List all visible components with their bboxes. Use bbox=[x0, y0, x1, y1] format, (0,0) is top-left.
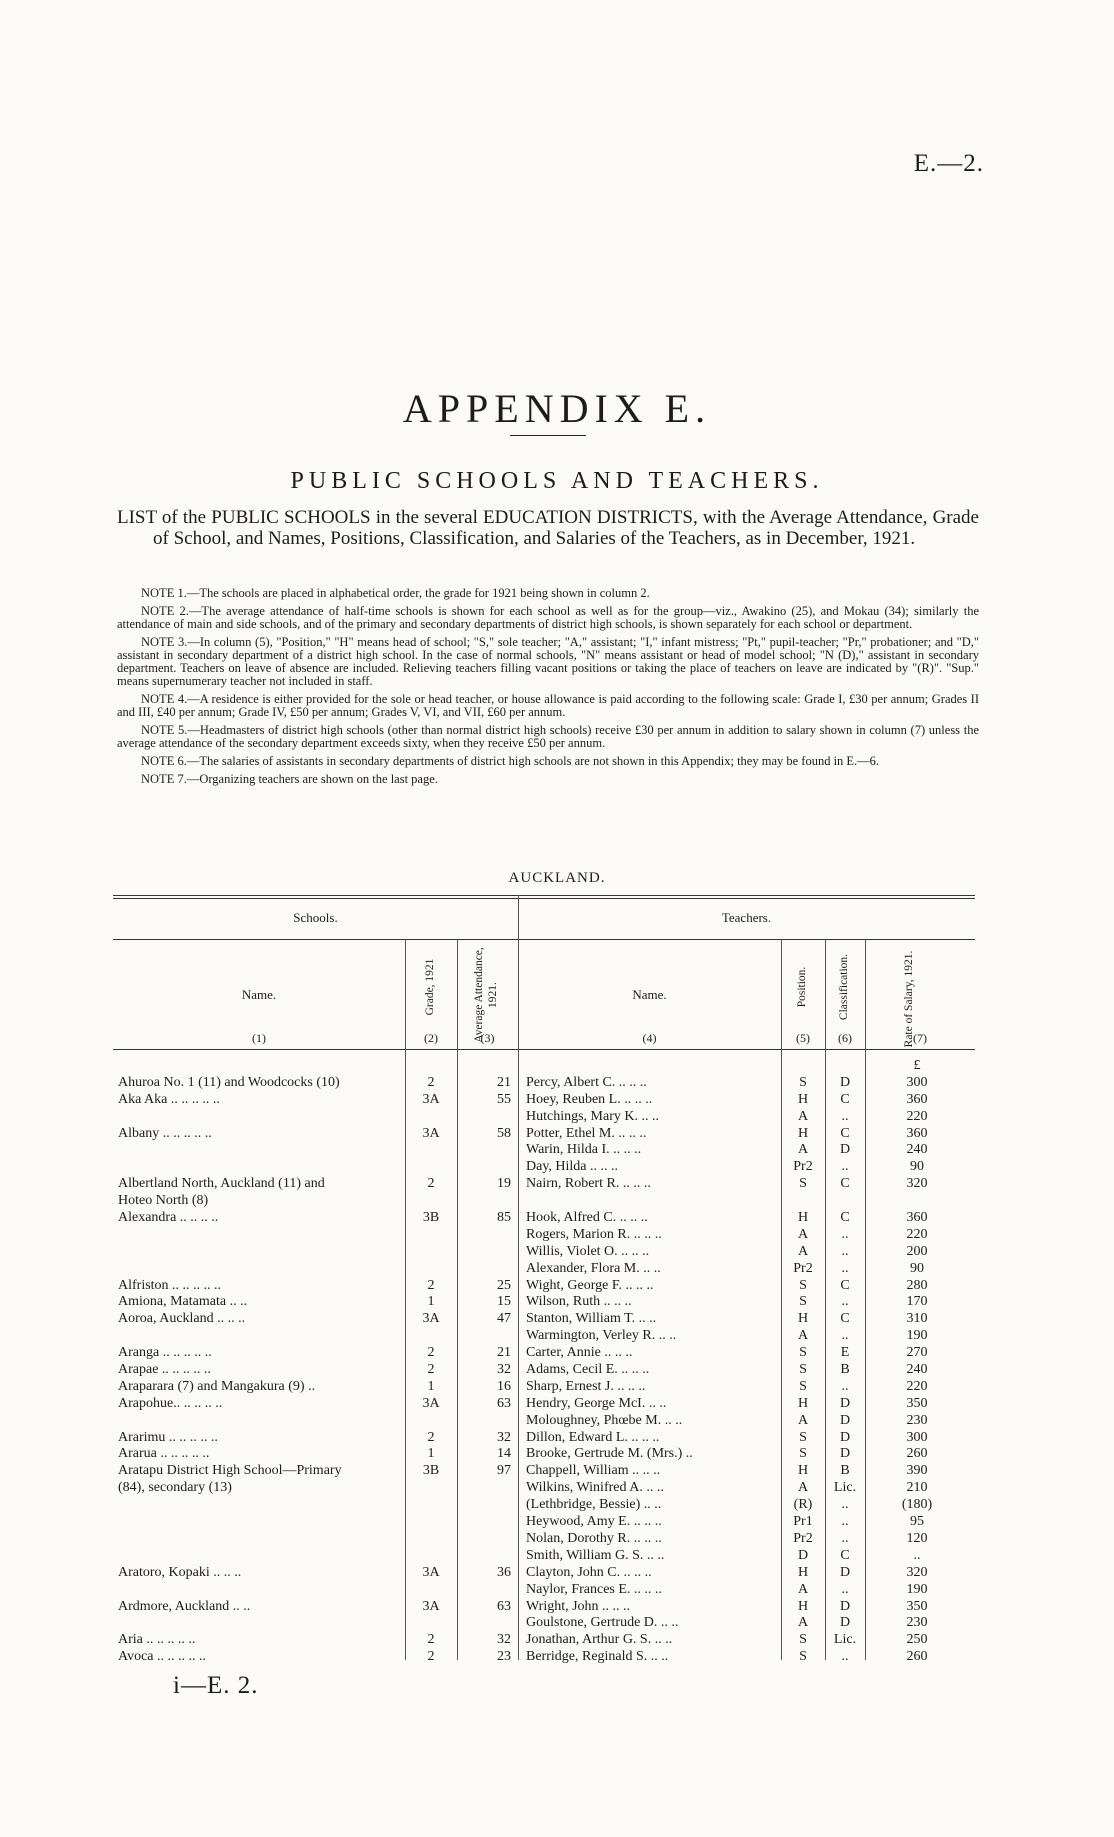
position-cell: A bbox=[797, 1226, 809, 1242]
teacher-name-cell: Willis, Violet O. .. .. .. bbox=[526, 1243, 650, 1259]
salary-cell: 95 bbox=[910, 1514, 924, 1530]
table-row bbox=[113, 1430, 975, 1447]
classification-cell: .. bbox=[841, 1108, 849, 1124]
teacher-name-cell: Wilson, Ruth .. .. .. bbox=[526, 1294, 632, 1310]
attendance-cell: 19 bbox=[497, 1176, 511, 1192]
classification-cell: .. bbox=[841, 1243, 849, 1259]
position-cell: A bbox=[797, 1480, 809, 1496]
grade-cell: 3A bbox=[422, 1564, 440, 1580]
table-row bbox=[113, 1565, 975, 1582]
table-row bbox=[113, 1210, 975, 1227]
teacher-name-cell: Hutchings, Mary K. .. .. bbox=[526, 1108, 659, 1124]
position-cell: S bbox=[799, 1429, 807, 1445]
grade-cell: 2 bbox=[427, 1632, 435, 1648]
position-cell: S bbox=[799, 1378, 807, 1394]
table-row bbox=[113, 1244, 975, 1261]
salary-cell: (180) bbox=[901, 1497, 933, 1513]
position-cell: H bbox=[797, 1463, 809, 1479]
classification-cell: D bbox=[839, 1564, 851, 1580]
table-row bbox=[113, 1294, 975, 1311]
position-cell: Pr2 bbox=[793, 1260, 813, 1276]
attendance-cell: 21 bbox=[497, 1074, 511, 1090]
schools-table bbox=[113, 895, 975, 1665]
page-ref: E.—2. bbox=[913, 150, 984, 177]
classification-cell: B bbox=[840, 1463, 850, 1479]
classification-cell: C bbox=[840, 1091, 850, 1107]
classification-cell: Lic. bbox=[833, 1480, 857, 1496]
teacher-name-cell: Dillon, Edward L. .. .. .. bbox=[526, 1429, 660, 1445]
classification-cell: D bbox=[839, 1429, 851, 1445]
attendance-cell: 32 bbox=[497, 1362, 511, 1378]
col-number-6: (6) bbox=[838, 1031, 852, 1045]
table-row bbox=[113, 1126, 975, 1143]
position-cell: S bbox=[799, 1294, 807, 1310]
header-salary: Rate of Salary, 1921. bbox=[903, 950, 915, 1048]
salary-cell: 350 bbox=[906, 1598, 928, 1614]
position-cell: S bbox=[799, 1074, 807, 1090]
salary-cell: 200 bbox=[906, 1243, 928, 1259]
classification-cell: C bbox=[840, 1210, 850, 1226]
teacher-name-cell: Carter, Annie .. .. .. bbox=[526, 1345, 633, 1361]
classification-cell: C bbox=[840, 1125, 850, 1141]
salary-cell: 220 bbox=[906, 1226, 928, 1242]
salary-cell: 220 bbox=[906, 1378, 928, 1394]
attendance-cell: 85 bbox=[497, 1210, 511, 1226]
salary-cell: 320 bbox=[906, 1176, 928, 1192]
school-name-cell: Ahuroa No. 1 (11) and Woodcocks (10) bbox=[118, 1074, 340, 1090]
grade-cell: 2 bbox=[427, 1362, 435, 1378]
school-name-cell: Ardmore, Auckland .. .. bbox=[118, 1598, 251, 1614]
classification-cell: .. bbox=[841, 1649, 849, 1665]
school-name-cell: Aoroa, Auckland .. .. .. bbox=[118, 1311, 246, 1327]
table-row bbox=[113, 1599, 975, 1616]
salary-cell: 310 bbox=[906, 1311, 928, 1327]
school-name-cell: Amiona, Matamata .. .. bbox=[118, 1294, 248, 1310]
teacher-name-cell: Stanton, William T. .. .. bbox=[526, 1311, 657, 1327]
position-cell: H bbox=[797, 1311, 809, 1327]
group-header-schools: Schools. bbox=[293, 910, 338, 925]
col-number-4: (4) bbox=[642, 1031, 657, 1045]
table-row bbox=[113, 1396, 975, 1413]
classification-cell: .. bbox=[841, 1514, 849, 1530]
grade-cell: 3A bbox=[422, 1311, 440, 1327]
table-row bbox=[113, 1463, 975, 1480]
teacher-name-cell: Brooke, Gertrude M. (Mrs.) .. bbox=[526, 1446, 693, 1462]
school-name-cell: Araparara (7) and Mangakura (9) .. bbox=[118, 1378, 316, 1394]
teacher-name-cell: (Lethbridge, Bessie) .. .. bbox=[526, 1497, 662, 1513]
salary-cell: 250 bbox=[906, 1632, 928, 1648]
school-name-cell: Arapohue.. .. .. .. .. bbox=[118, 1395, 223, 1411]
column-header-rule bbox=[113, 1049, 975, 1050]
table-row bbox=[113, 1531, 975, 1548]
salary-cell: 190 bbox=[906, 1328, 928, 1344]
classification-cell: Lic. bbox=[833, 1632, 857, 1648]
classification-cell: D bbox=[839, 1615, 851, 1631]
position-cell: S bbox=[799, 1176, 807, 1192]
table-row bbox=[113, 1142, 975, 1159]
table-row bbox=[113, 1109, 975, 1126]
position-cell: A bbox=[797, 1615, 809, 1631]
salary-cell: 220 bbox=[906, 1108, 928, 1124]
position-cell: H bbox=[797, 1395, 809, 1411]
teacher-name-cell: Sharp, Ernest J. .. .. .. bbox=[526, 1378, 646, 1394]
note-7: NOTE 7.—Organizing teachers are shown on the last page. bbox=[141, 772, 438, 786]
teacher-name-cell: Heywood, Amy E. .. .. .. bbox=[526, 1514, 662, 1530]
position-cell: A bbox=[797, 1142, 809, 1158]
position-cell: H bbox=[797, 1125, 809, 1141]
section-title: PUBLIC SCHOOLS AND TEACHERS. bbox=[290, 468, 824, 494]
classification-cell: .. bbox=[841, 1328, 849, 1344]
classification-cell: C bbox=[840, 1547, 850, 1563]
school-name-cell: Arapae .. .. .. .. .. bbox=[118, 1362, 211, 1378]
region-heading: AUCKLAND. bbox=[508, 870, 606, 886]
note-6: NOTE 6.—The salaries of assistants in secondary departments of district high schools are not shown in this Appendix; they may be found in E.—6. bbox=[141, 754, 880, 768]
table-row bbox=[113, 1328, 975, 1345]
intro-paragraph bbox=[117, 507, 979, 549]
teacher-name-cell: Jonathan, Arthur G. S. .. .. bbox=[526, 1632, 673, 1648]
header-attendance: Average Attendance, 1921. bbox=[473, 947, 499, 1043]
note-1: NOTE 1.—The schools are placed in alphabetical order, the grade for 1921 being shown in column 2. bbox=[141, 586, 650, 600]
salary-cell: 390 bbox=[906, 1463, 928, 1479]
grade-cell: 3A bbox=[422, 1091, 440, 1107]
attendance-cell: 58 bbox=[497, 1125, 511, 1141]
classification-cell: .. bbox=[841, 1226, 849, 1242]
table-row bbox=[113, 1632, 975, 1649]
teacher-name-cell: Potter, Ethel M. .. .. .. bbox=[526, 1125, 647, 1141]
salary-cell: £ bbox=[913, 1058, 921, 1073]
teacher-name-cell: Warin, Hilda I. .. .. .. bbox=[526, 1142, 642, 1158]
grade-cell: 3A bbox=[422, 1125, 440, 1141]
title-rule bbox=[510, 435, 586, 436]
teacher-name-cell: Warmington, Verley R. .. .. bbox=[526, 1328, 677, 1344]
note-4: NOTE 4.—A residence is either provided for the sole or head teacher, or house allowance is paid according to the following scale: Grade I, £30 per annum; Grades II and III, £40 per annum; Grade IV, £50 per annum; Grades V, VI, and VII, £60 per annum. bbox=[117, 692, 979, 719]
classification-cell: .. bbox=[841, 1497, 849, 1513]
teacher-name-cell: Hoey, Reuben L. .. .. .. bbox=[526, 1091, 653, 1107]
salary-cell: 320 bbox=[906, 1564, 928, 1580]
classification-cell: D bbox=[839, 1598, 851, 1614]
header-position: Position. bbox=[796, 966, 808, 1008]
school-name-cell: Ararimu .. .. .. .. .. bbox=[118, 1429, 218, 1445]
grade-cell: 3A bbox=[422, 1598, 440, 1614]
classification-cell: D bbox=[839, 1142, 851, 1158]
teacher-name-cell: Adams, Cecil E. .. .. .. bbox=[526, 1362, 650, 1378]
col-number-5: (5) bbox=[796, 1031, 810, 1045]
classification-cell: .. bbox=[841, 1378, 849, 1394]
teacher-name-cell: Wilkins, Winifred A. .. .. bbox=[526, 1480, 664, 1496]
group-header-teachers: Teachers. bbox=[721, 910, 772, 925]
attendance-cell: 14 bbox=[497, 1446, 511, 1462]
position-cell: H bbox=[797, 1564, 809, 1580]
footer-ref: i—E. 2. bbox=[173, 1672, 259, 1699]
teacher-name-cell: Nairn, Robert R. .. .. .. bbox=[526, 1176, 651, 1192]
col-number-3: (3) bbox=[480, 1031, 495, 1045]
table-row bbox=[113, 1092, 975, 1109]
grade-cell: 2 bbox=[427, 1345, 435, 1361]
table-top-rule-2 bbox=[113, 898, 975, 899]
teacher-name-cell: Chappell, William .. .. .. bbox=[526, 1463, 661, 1479]
salary-cell: 260 bbox=[906, 1446, 928, 1462]
school-name-cell: Aria .. .. .. .. .. bbox=[118, 1632, 196, 1648]
classification-cell: C bbox=[840, 1311, 850, 1327]
table-row bbox=[113, 1480, 975, 1497]
grade-cell: 1 bbox=[427, 1294, 435, 1310]
position-cell: A bbox=[797, 1412, 809, 1428]
classification-cell: D bbox=[839, 1074, 851, 1090]
header-school-name: Name. bbox=[241, 987, 277, 1002]
attendance-cell: 21 bbox=[497, 1345, 511, 1361]
attendance-cell: 16 bbox=[497, 1378, 511, 1394]
notes bbox=[117, 587, 979, 791]
table-row bbox=[113, 1058, 975, 1075]
school-name-cell: Albany .. .. .. .. .. bbox=[118, 1125, 212, 1141]
school-name-cell: Aranga .. .. .. .. .. bbox=[118, 1345, 212, 1361]
classification-cell: .. bbox=[841, 1159, 849, 1175]
grade-cell: 2 bbox=[427, 1176, 435, 1192]
table-row bbox=[113, 1227, 975, 1244]
table-row bbox=[113, 1548, 975, 1565]
teacher-name-cell: Hook, Alfred C. .. .. .. bbox=[526, 1210, 648, 1226]
classification-cell: .. bbox=[841, 1581, 849, 1597]
table-row bbox=[113, 1379, 975, 1396]
school-name-cell: Alfriston .. .. .. .. .. bbox=[118, 1277, 222, 1293]
grade-cell: 3B bbox=[422, 1463, 440, 1479]
attendance-cell: 15 bbox=[497, 1294, 511, 1310]
table-row bbox=[113, 1362, 975, 1379]
table-row bbox=[113, 1345, 975, 1362]
attendance-cell: 63 bbox=[497, 1395, 511, 1411]
school-name-cell: Albertland North, Auckland (11) and bbox=[118, 1176, 325, 1192]
note-2: NOTE 2.—The average attendance of half-time schools is shown for each school as well as for the group—viz., Awakino (25), and Mokau (34); similarly the attendance of main and side schools, and of the primary and secondary departments of district high schools, is shown separately for each school or department. bbox=[117, 604, 979, 631]
note-3: NOTE 3.—In column (5), "Position," "H" means head of school; "S," sole teacher; "A," assistant; "I," infant mistress; "Pt," pupil-teacher; "Pr," probationer; and "D," assistant in secondary department of a district high school. In the case of normal schools, "N" means assistant or head of model school; "N (D)," assistant in secondary department. Teachers on leave of absence are included. Relieving teachers filling vacant positions or taking the place of teachers on leave are indicated by "(R)". "Sup." means supernumerary teacher not included in staff. bbox=[117, 635, 979, 688]
table-row bbox=[113, 1514, 975, 1531]
position-cell: S bbox=[799, 1277, 807, 1293]
teacher-name-cell: Day, Hilda .. .. .. bbox=[526, 1159, 619, 1175]
attendance-cell: 32 bbox=[497, 1632, 511, 1648]
table-row bbox=[113, 1446, 975, 1463]
classification-cell: C bbox=[840, 1176, 850, 1192]
salary-cell: 300 bbox=[906, 1429, 928, 1445]
header-classification: Classification. bbox=[838, 953, 850, 1021]
salary-cell: 230 bbox=[906, 1615, 928, 1631]
classification-cell: D bbox=[839, 1446, 851, 1462]
position-cell: S bbox=[799, 1446, 807, 1462]
table-row bbox=[113, 1159, 975, 1176]
table-row bbox=[113, 1278, 975, 1295]
teacher-name-cell: Naylor, Frances E. .. .. .. bbox=[526, 1581, 662, 1597]
salary-cell: 300 bbox=[906, 1074, 928, 1090]
grade-cell: 3A bbox=[422, 1395, 440, 1411]
teacher-name-cell: Smith, William G. S. .. .. bbox=[526, 1547, 665, 1563]
grade-cell: 2 bbox=[427, 1649, 435, 1665]
salary-cell: 170 bbox=[906, 1294, 928, 1310]
table-row bbox=[113, 1582, 975, 1599]
grade-cell: 1 bbox=[427, 1378, 435, 1394]
grade-cell: 2 bbox=[427, 1074, 435, 1090]
attendance-cell: 55 bbox=[497, 1091, 511, 1107]
salary-cell: 280 bbox=[906, 1277, 928, 1293]
salary-cell: 120 bbox=[906, 1530, 928, 1546]
table-row bbox=[113, 1497, 975, 1514]
school-name-cell: Araruа .. .. .. .. .. bbox=[118, 1446, 210, 1462]
salary-cell: 210 bbox=[906, 1480, 928, 1496]
salary-cell: .. bbox=[913, 1547, 921, 1563]
school-name-cell: Aratapu District High School—Primary bbox=[118, 1463, 342, 1479]
table-body bbox=[113, 1058, 975, 1666]
attendance-cell: 47 bbox=[497, 1311, 511, 1327]
school-name-cell: Aka Aka .. .. .. .. .. bbox=[118, 1091, 220, 1107]
teacher-name-cell: Berridge, Reginald S. .. .. bbox=[526, 1649, 669, 1665]
position-cell: H bbox=[797, 1091, 809, 1107]
teacher-name-cell: Moloughney, Phœbe M. .. .. bbox=[526, 1412, 683, 1428]
col-number-1: (1) bbox=[252, 1031, 266, 1045]
table-row bbox=[113, 1176, 975, 1193]
attendance-cell: 25 bbox=[497, 1277, 511, 1293]
header-grade: Grade, 1921 bbox=[424, 958, 436, 1016]
position-cell: S bbox=[799, 1362, 807, 1378]
teacher-name-cell: Rogers, Marion R. .. .. .. bbox=[526, 1226, 662, 1242]
position-cell: S bbox=[799, 1649, 807, 1665]
classification-cell: C bbox=[840, 1277, 850, 1293]
school-name-cell: (84), secondary (13) bbox=[118, 1480, 232, 1496]
salary-cell: 360 bbox=[906, 1125, 928, 1141]
position-cell: Pr2 bbox=[793, 1530, 813, 1546]
salary-cell: 360 bbox=[906, 1210, 928, 1226]
salary-cell: 260 bbox=[906, 1649, 928, 1665]
note-5: NOTE 5.—Headmasters of district high schools (other than normal district high schools) receive £30 per annum in addition to salary shown in column (7) unless the average attendance of the secondary department exceeds sixty, when they receive £50 per annum. bbox=[117, 723, 979, 750]
classification-cell: B bbox=[840, 1362, 850, 1378]
salary-cell: 240 bbox=[906, 1142, 928, 1158]
salary-cell: 90 bbox=[910, 1159, 924, 1175]
classification-cell: D bbox=[839, 1395, 851, 1411]
position-cell: S bbox=[799, 1632, 807, 1648]
table-row bbox=[113, 1615, 975, 1632]
salary-cell: 350 bbox=[906, 1395, 928, 1411]
attendance-cell: 23 bbox=[497, 1649, 511, 1665]
appendix-title: APPENDIX E. bbox=[402, 385, 712, 431]
grade-cell: 1 bbox=[427, 1446, 435, 1462]
intro-text: LIST of the PUBLIC SCHOOLS in the several EDUCATION DISTRICTS, with the Average Attendance, Grade of School, and Names, Positions, Classification, and Salaries of the Teachers, as in December, 1921. bbox=[117, 507, 979, 549]
grade-cell: 3B bbox=[422, 1210, 440, 1226]
school-name-cell: Alexandra .. .. .. .. bbox=[118, 1210, 219, 1226]
position-cell: A bbox=[797, 1581, 809, 1597]
grade-cell: 2 bbox=[427, 1277, 435, 1293]
salary-cell: 240 bbox=[906, 1362, 928, 1378]
attendance-cell: 63 bbox=[497, 1598, 511, 1614]
table-row bbox=[113, 1311, 975, 1328]
classification-cell: E bbox=[840, 1345, 850, 1361]
position-cell: D bbox=[797, 1547, 809, 1563]
position-cell: H bbox=[797, 1598, 809, 1614]
position-cell: Pr2 bbox=[793, 1159, 813, 1175]
salary-cell: 90 bbox=[910, 1260, 924, 1276]
teacher-name-cell: Alexander, Flora M. .. .. bbox=[526, 1260, 661, 1276]
school-name-cell: Aratoro, Kopaki .. .. .. bbox=[118, 1564, 242, 1580]
school-name-cell: Avoca .. .. .. .. .. bbox=[118, 1649, 206, 1665]
position-cell: A bbox=[797, 1243, 809, 1259]
position-cell: (R) bbox=[793, 1497, 813, 1513]
header-teacher-name: Name. bbox=[632, 987, 667, 1002]
classification-cell: .. bbox=[841, 1530, 849, 1546]
col-number-7: (7) bbox=[913, 1031, 927, 1045]
salary-cell: 360 bbox=[906, 1091, 928, 1107]
attendance-cell: 97 bbox=[497, 1463, 511, 1479]
table-row bbox=[113, 1193, 975, 1210]
classification-cell: .. bbox=[841, 1260, 849, 1276]
attendance-cell: 32 bbox=[497, 1429, 511, 1445]
teacher-name-cell: Percy, Albert C. .. .. .. bbox=[526, 1074, 647, 1090]
classification-cell: .. bbox=[841, 1294, 849, 1310]
school-name-cell: Hoteo North (8) bbox=[118, 1193, 209, 1209]
teacher-name-cell: Goulstone, Gertrude D. .. .. bbox=[526, 1615, 679, 1631]
teacher-name-cell: Wight, George F. .. .. .. bbox=[526, 1277, 654, 1293]
grade-cell: 2 bbox=[427, 1429, 435, 1445]
table-row bbox=[113, 1649, 975, 1666]
salary-cell: 270 bbox=[906, 1345, 928, 1361]
classification-cell: D bbox=[839, 1412, 851, 1428]
col-number-2: (2) bbox=[424, 1031, 438, 1045]
salary-cell: 190 bbox=[906, 1581, 928, 1597]
teacher-name-cell: Clayton, John C. .. .. .. bbox=[526, 1564, 652, 1580]
table-top-rule bbox=[113, 895, 975, 896]
position-cell: A bbox=[797, 1108, 809, 1124]
salary-cell: 230 bbox=[906, 1412, 928, 1428]
table-row bbox=[113, 1413, 975, 1430]
position-cell: S bbox=[799, 1345, 807, 1361]
attendance-cell: 36 bbox=[497, 1564, 511, 1580]
position-cell: H bbox=[797, 1210, 809, 1226]
table-row bbox=[113, 1075, 975, 1092]
table-row bbox=[113, 1261, 975, 1278]
position-cell: Pr1 bbox=[793, 1514, 813, 1530]
teacher-name-cell: Wright, John .. .. .. bbox=[526, 1598, 631, 1614]
teacher-name-cell: Nolan, Dorothy R. .. .. .. bbox=[526, 1530, 662, 1546]
position-cell: A bbox=[797, 1328, 809, 1344]
teacher-name-cell: Hendry, George McI. .. .. bbox=[526, 1395, 667, 1411]
